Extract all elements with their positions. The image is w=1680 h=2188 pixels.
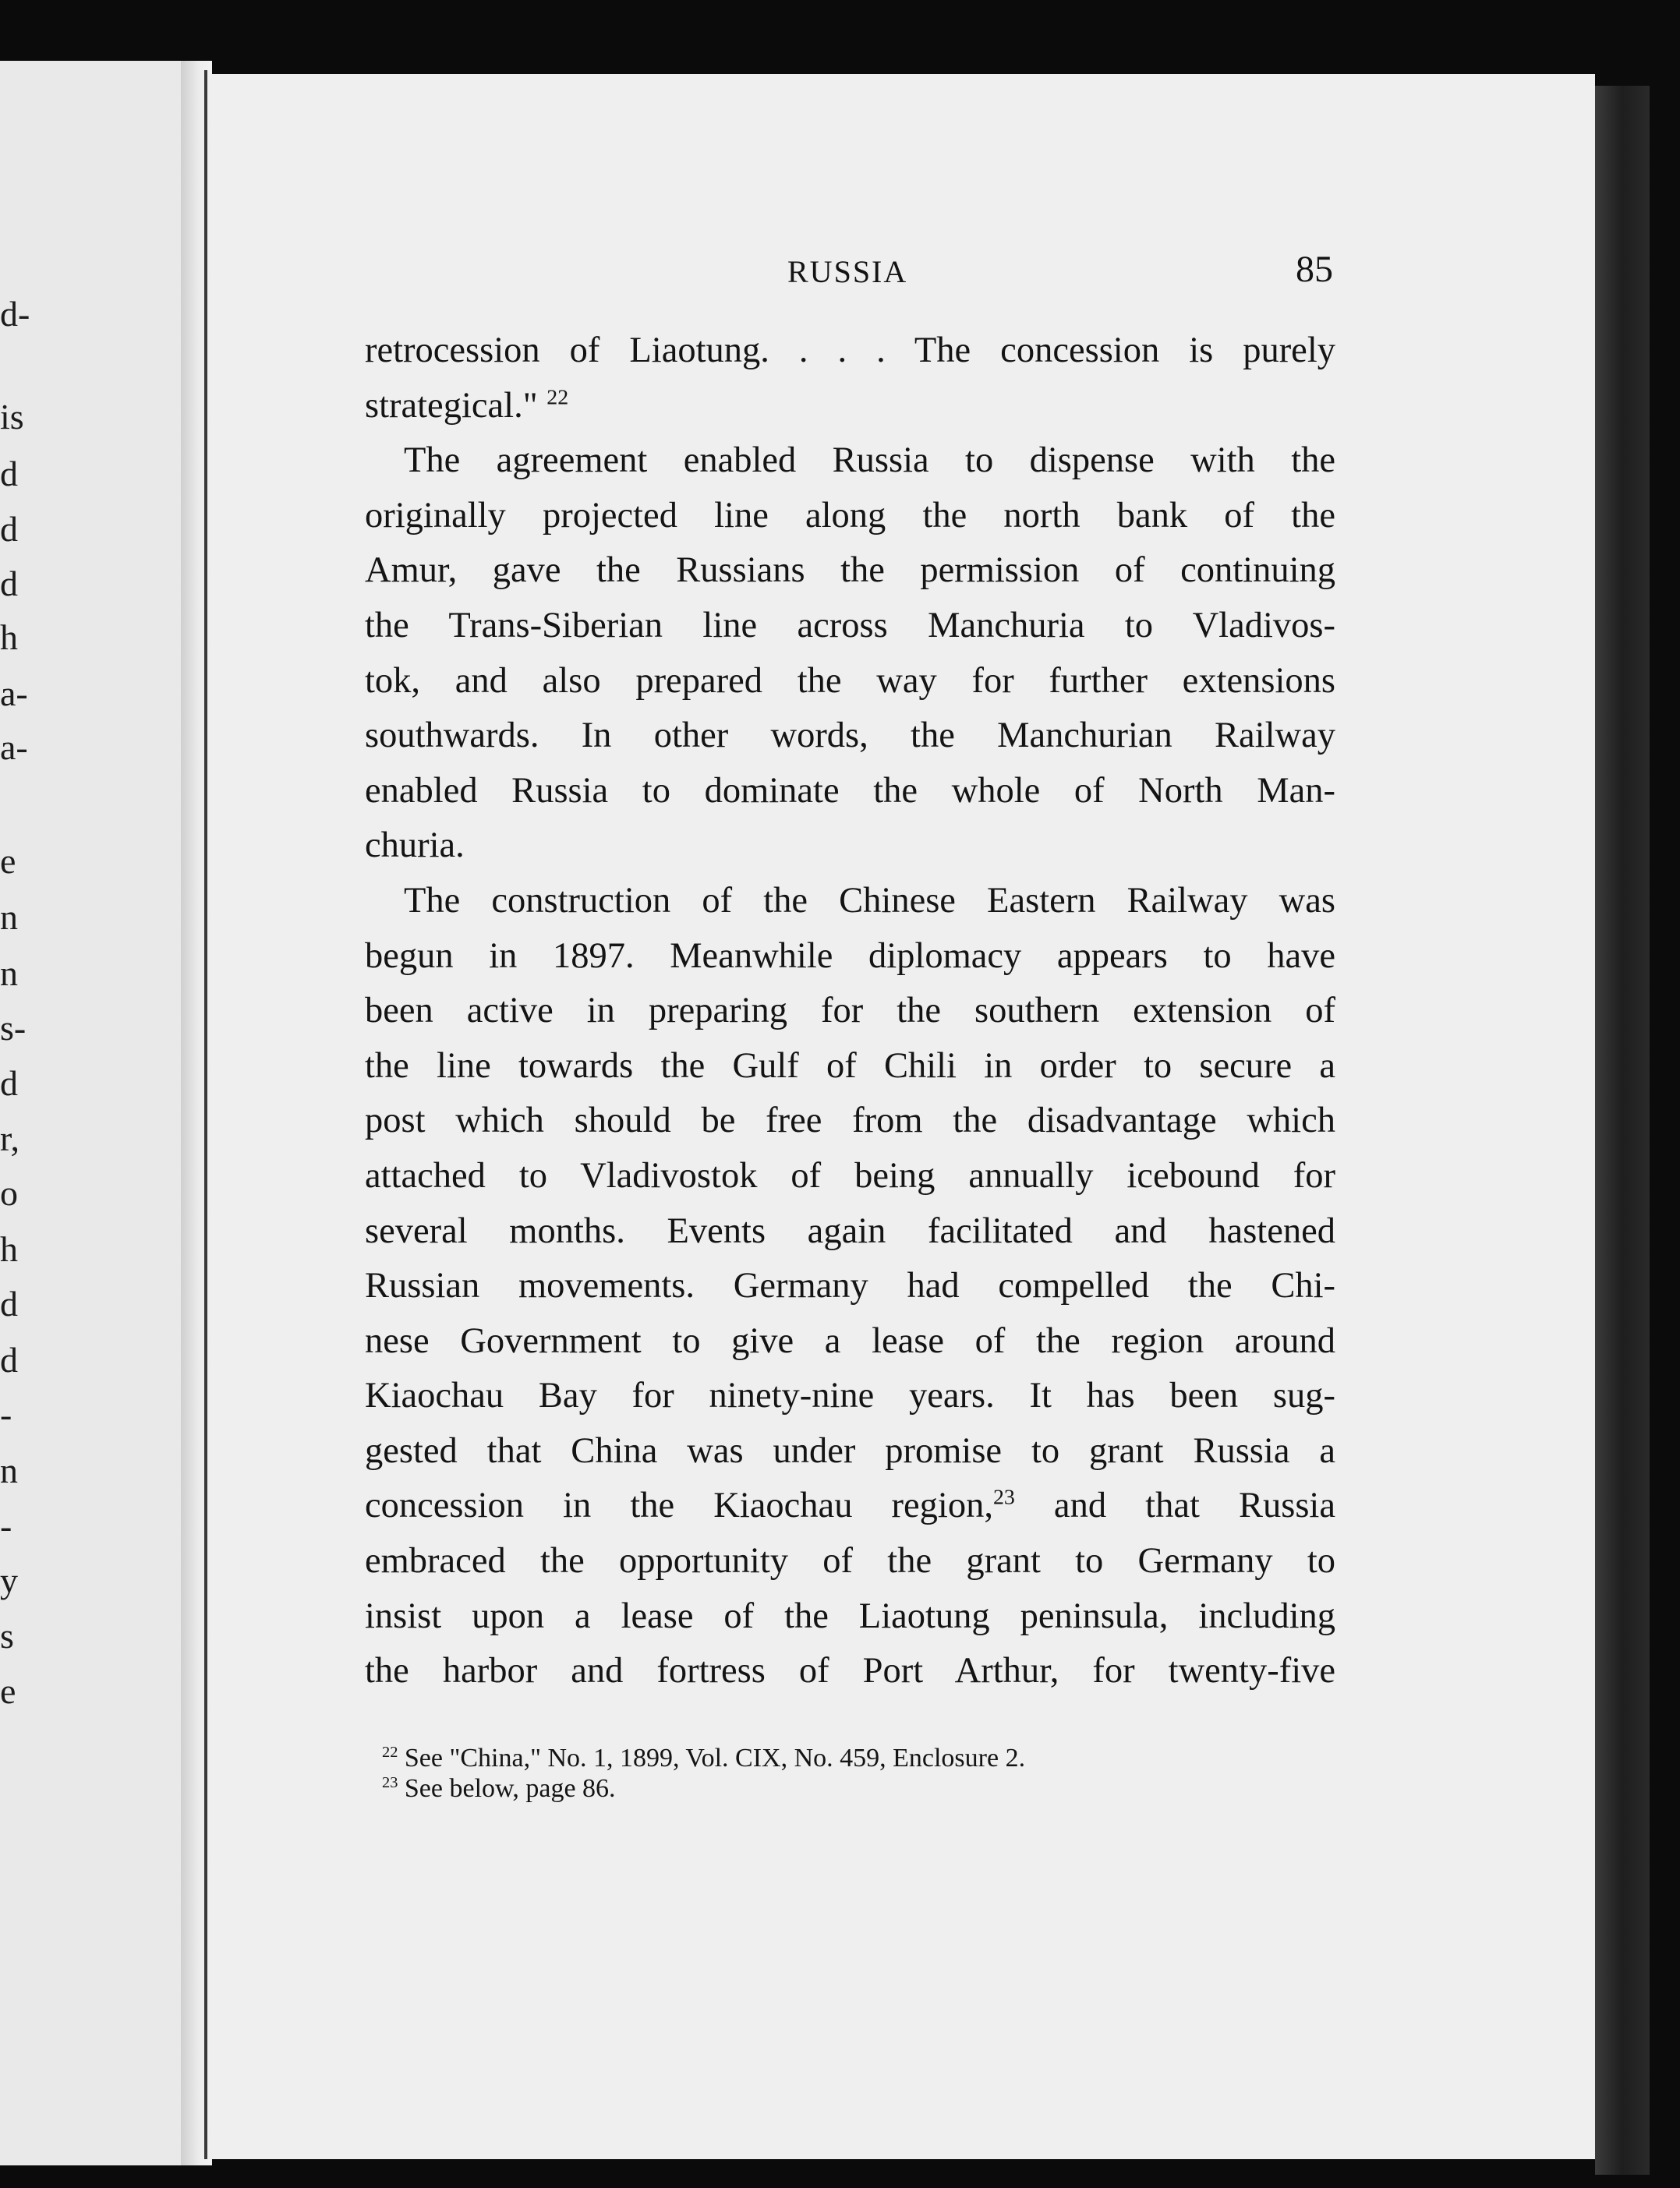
previous-page-fragment: a-: [0, 727, 28, 767]
text-line: embraced the opportunity of the grant to Germany to: [365, 1541, 1335, 1582]
text-line: Russian movements. Germany had compelled the Chi-: [365, 1266, 1335, 1306]
text-line: strategical." $^{22}$: [365, 384, 569, 426]
text-line: The construction of the Chinese Eastern Railway was: [404, 880, 1335, 921]
text-line: nese Government to give a lease of the region around: [365, 1320, 1335, 1361]
previous-page-fragment: y: [0, 1561, 18, 1600]
footnote-ref[interactable]: 22: [546, 384, 569, 409]
text-line: the Trans-Siberian line across Manchuria to Vladivos-: [365, 605, 1335, 645]
text-line: the line towards the Gulf of Chili in order to secure a: [365, 1045, 1335, 1086]
previous-page-fragment: s: [0, 1616, 14, 1656]
previous-page-fragment: d: [0, 564, 18, 603]
book-gutter: [181, 61, 212, 2165]
text-line: post which should be free from the disadvantage which: [365, 1101, 1335, 1141]
previous-page-fragment: e: [0, 1671, 16, 1711]
previous-page-fragment: o: [0, 1173, 18, 1213]
footnote: $^{23}$ See below, page 86.: [382, 1773, 616, 1803]
previous-page-fragment: e: [0, 841, 16, 881]
gutter-line: [204, 70, 207, 2159]
text-line: retrocession of Liaotung. . . . The concession is purely: [365, 330, 1335, 370]
text-line: insist upon a lease of the Liaotung peninsula, including: [365, 1596, 1335, 1636]
text-line: begun in 1897. Meanwhile diplomacy appears to have: [365, 935, 1335, 976]
text-line: been active in preparing for the southern extension of: [365, 991, 1335, 1031]
text-line: Kiaochau Bay for ninety-nine years. It has been sug-: [365, 1376, 1335, 1416]
previous-page-fragment: is: [0, 397, 24, 437]
previous-page-fragment: d: [0, 509, 18, 549]
footnote: $^{22}$ See "China," No. 1, 1899, Vol. CIX, No. 459, Enclosure 2.: [382, 1743, 1026, 1773]
footnote-number: 23: [382, 1773, 398, 1791]
running-head: RUSSIA: [787, 254, 908, 289]
footnotes: [382, 1743, 1025, 1804]
text-line: churia.: [365, 825, 465, 866]
previous-page-fragment: -: [0, 1394, 12, 1434]
body-text: [365, 323, 1335, 1699]
previous-page-fragment: -: [0, 1506, 12, 1546]
book-edge: [1595, 86, 1650, 2175]
previous-page-fragment: r,: [0, 1119, 19, 1158]
previous-page-fragment: d: [0, 1063, 18, 1103]
previous-page-fragment: d: [0, 1284, 18, 1324]
text-line: southwards. In other words, the Manchurian Railway: [365, 716, 1335, 756]
text-line: originally projected line along the north bank of the: [365, 495, 1335, 536]
previous-page-fragment: n: [0, 953, 18, 993]
text-line: several months. Events again facilitated and hastened: [365, 1211, 1335, 1251]
previous-page-fragment: h: [0, 1229, 18, 1269]
text-line: The agreement enabled Russia to dispense with the: [404, 440, 1335, 481]
text-line: concession in the Kiaochau region,$^{23}$ and that Russia: [365, 1485, 1335, 1526]
previous-page-fragment: n: [0, 897, 18, 937]
previous-page-fragment: n: [0, 1451, 18, 1490]
previous-page-fragment: h: [0, 617, 18, 657]
text-line: Amur, gave the Russians the permission of continuing: [365, 550, 1335, 591]
previous-page-fragment: s-: [0, 1008, 27, 1048]
footnote-ref[interactable]: 23: [992, 1485, 1015, 1510]
previous-page: [0, 61, 184, 2165]
text-line: tok, and also prepared the way for further extensions: [365, 660, 1335, 701]
text-line: gested that China was under promise to grant Russia a: [365, 1430, 1335, 1471]
text-line: enabled Russia to dominate the whole of North Man-: [365, 770, 1335, 811]
footnote-number: 22: [382, 1743, 398, 1761]
previous-page-fragment: d: [0, 1340, 18, 1380]
previous-page-fragment: d-: [0, 294, 30, 334]
text-line: attached to Vladivostok of being annually icebound for: [365, 1155, 1335, 1196]
text-line: the harbor and fortress of Port Arthur, for twenty-five: [365, 1651, 1335, 1691]
previous-page-fragment: d: [0, 454, 18, 493]
page-number: 85: [1296, 249, 1333, 290]
previous-page-fragment: a-: [0, 673, 28, 713]
